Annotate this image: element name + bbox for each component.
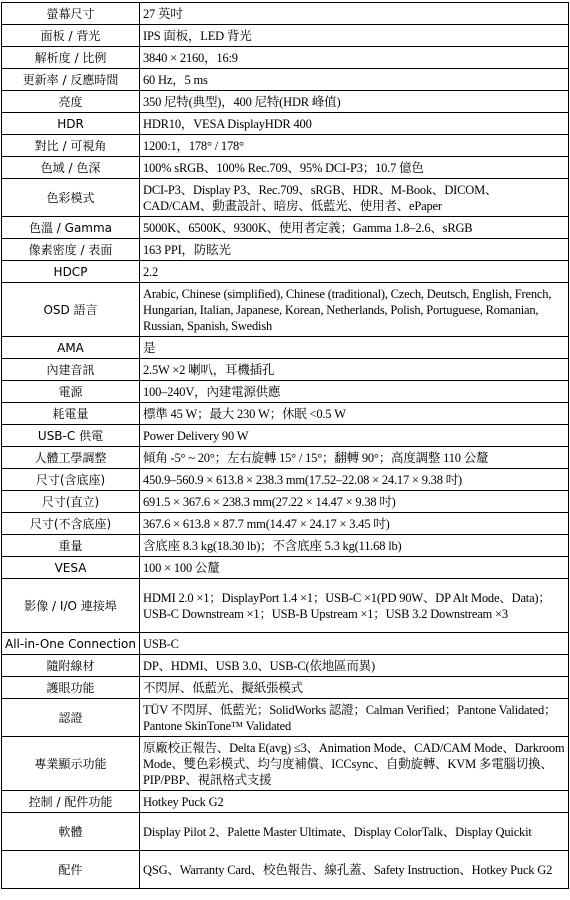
spec-row [2,513,569,535]
spec-value: 60 Hz，5 ms [140,69,569,91]
spec-label: 色域 / 色深 [2,157,140,179]
spec-value: HDMI 2.0 ×1；DisplayPort 1.4 ×1；USB-C ×1(PD 90W、DP Alt Mode、Data)；USB-C Downstream ×1；USB-B Upstream ×1；USB 3.2 Downstream ×3 [140,579,569,633]
spec-value: 是 [140,337,569,359]
spec-row [2,381,569,403]
spec-row [2,69,569,91]
spec-value: 100 × 100 公釐 [140,557,569,579]
spec-row [2,737,569,791]
spec-row [2,113,569,135]
spec-label: 更新率 / 反應時間 [2,69,140,91]
spec-row [2,179,569,217]
spec-row [2,47,569,69]
spec-label: 電源 [2,381,140,403]
spec-table [1,2,569,889]
spec-value: 原廠校正報告、Delta E(avg) ≤3、Animation Mode、CAD/CAM Mode、Darkroom Mode、雙色彩模式、均勻度補償、ICCsync、自動旋轉、KVM 多電腦切換、PIP/PBP、視訊格式支援 [140,737,569,791]
spec-value: 691.5 × 367.6 × 238.3 mm(27.22 × 14.47 × 9.38 吋) [140,491,569,513]
spec-value: 163 PPI，防眩光 [140,239,569,261]
spec-row [2,633,569,655]
spec-value: QSG、Warranty Card、校色報告、線孔蓋、Safety Instruction、Hotkey Puck G2 [140,851,569,889]
spec-label: 螢幕尺寸 [2,3,140,25]
spec-value: 100% sRGB、100% Rec.709、95% DCI-P3；10.7 億色 [140,157,569,179]
spec-label: 護眼功能 [2,677,140,699]
spec-value: 367.6 × 613.8 × 87.7 mm(14.47 × 24.17 × 3.45 吋) [140,513,569,535]
spec-value: 100–240V，內建電源供應 [140,381,569,403]
spec-table-body [2,3,569,889]
spec-value: 2.5W ×2 喇叭，耳機插孔 [140,359,569,381]
spec-row [2,791,569,813]
spec-label: 認證 [2,699,140,737]
spec-row [2,239,569,261]
spec-label: 控制 / 配件功能 [2,791,140,813]
spec-row [2,535,569,557]
spec-label: 面板 / 背光 [2,25,140,47]
spec-row [2,491,569,513]
spec-label: 像素密度 / 表面 [2,239,140,261]
spec-value: DCI-P3、Display P3、Rec.709、sRGB、HDR、M-Book、DICOM、CAD/CAM、動畫設計、暗房、低藍光、使用者、ePaper [140,179,569,217]
spec-row [2,557,569,579]
spec-label: 亮度 [2,91,140,113]
spec-row [2,699,569,737]
spec-label: OSD 語言 [2,283,140,337]
spec-value: 含底座 8.3 kg(18.30 lb)；不含底座 5.3 kg(11.68 lb) [140,535,569,557]
spec-label: USB-C 供電 [2,425,140,447]
spec-value: Hotkey Puck G2 [140,791,569,813]
spec-label: 軟體 [2,813,140,851]
spec-label: 尺寸(直立) [2,491,140,513]
spec-value: HDR10，VESA DisplayHDR 400 [140,113,569,135]
spec-label: HDR [2,113,140,135]
spec-label: 配件 [2,851,140,889]
spec-row [2,359,569,381]
spec-label: 專業顯示功能 [2,737,140,791]
spec-row [2,217,569,239]
spec-row [2,403,569,425]
spec-row [2,157,569,179]
spec-label: VESA [2,557,140,579]
spec-label: 尺寸(含底座) [2,469,140,491]
spec-value: 不閃屏、低藍光、擬紙張模式 [140,677,569,699]
spec-value: Arabic, Chinese (simplified), Chinese (traditional), Czech, Deutsch, English, French, Hungarian, Italian, Japanese, Korean, Netherlands, Polish, Portuguese, Romanian, Russian, Spanish, Swedish [140,283,569,337]
spec-value: DP、HDMI、USB 3.0、USB-C(依地區而異) [140,655,569,677]
spec-label: 人體工學調整 [2,447,140,469]
spec-row [2,655,569,677]
spec-row [2,579,569,633]
spec-label: 解析度 / 比例 [2,47,140,69]
spec-value: Power Delivery 90 W [140,425,569,447]
spec-value: IPS 面板，LED 背光 [140,25,569,47]
spec-value: 傾角 -5° ~ 20°；左右旋轉 15° / 15°；翻轉 90°；高度調整 110 公釐 [140,447,569,469]
spec-row [2,469,569,491]
spec-label: 對比 / 可視角 [2,135,140,157]
spec-row [2,3,569,25]
spec-value: 2.2 [140,261,569,283]
spec-label: 隨附線材 [2,655,140,677]
spec-value: 1200:1，178° / 178° [140,135,569,157]
spec-label: 尺寸(不含底座) [2,513,140,535]
spec-value: 350 尼特(典型)，400 尼特(HDR 峰值) [140,91,569,113]
spec-value: 標準 45 W；最大 230 W；休眠 <0.5 W [140,403,569,425]
spec-label: All-in-One Connection [2,633,140,655]
spec-value: TÜV 不閃屏、低藍光；SolidWorks 認證；Calman Verified；Pantone Validated；Pantone SkinTone™ Validated [140,699,569,737]
spec-label: 色彩模式 [2,179,140,217]
spec-value: USB-C [140,633,569,655]
spec-row [2,677,569,699]
spec-row [2,283,569,337]
spec-label: 重量 [2,535,140,557]
spec-row [2,337,569,359]
spec-label: 影像 / I/O 連接埠 [2,579,140,633]
spec-value: 5000K、6500K、9300K、使用者定義；Gamma 1.8–2.6、sRGB [140,217,569,239]
spec-row [2,851,569,889]
spec-label: HDCP [2,261,140,283]
spec-row [2,91,569,113]
spec-value: 27 英吋 [140,3,569,25]
spec-value: Display Pilot 2、Palette Master Ultimate、Display ColorTalk、Display Quickit [140,813,569,851]
spec-label: 色溫 / Gamma [2,217,140,239]
spec-row [2,813,569,851]
spec-row [2,25,569,47]
spec-row [2,425,569,447]
spec-row [2,135,569,157]
spec-value: 450.9–560.9 × 613.8 × 238.3 mm(17.52–22.08 × 24.17 × 9.38 吋) [140,469,569,491]
spec-value: 3840 × 2160，16:9 [140,47,569,69]
spec-label: AMA [2,337,140,359]
spec-label: 內建音訊 [2,359,140,381]
spec-row [2,447,569,469]
spec-label: 耗電量 [2,403,140,425]
spec-row [2,261,569,283]
